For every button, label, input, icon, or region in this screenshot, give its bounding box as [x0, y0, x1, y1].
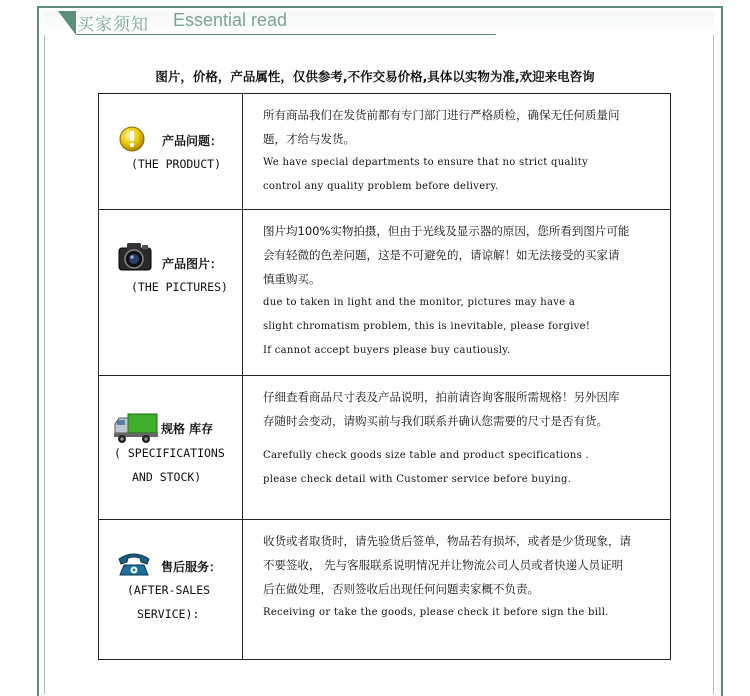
label-cell-product: [99, 94, 243, 210]
desc-en-line: slight chromatism problem, this is inevitable, please forgive!: [263, 321, 591, 332]
desc-cn-line: 不要签收， 先与客服联系说明情况并让物流公司人员或者快递人员证明: [263, 558, 624, 572]
phone-icon: [117, 551, 151, 577]
label-en: (THE PRODUCT): [131, 157, 222, 171]
notice-table: [98, 93, 671, 660]
desc-cn-line: 存随时会变动，请购买前与我们联系并确认您需要的尺寸是否有货。: [263, 414, 608, 428]
warning-icon: [119, 126, 145, 152]
header-title-cn: 买家须知: [77, 15, 149, 35]
label-cn: 售后服务：: [161, 560, 222, 574]
table-row-after-sales: [99, 520, 671, 660]
label-en-line: SERVICE):: [137, 607, 200, 621]
label-en-line: AND STOCK): [132, 470, 202, 484]
label-en-line: ( SPECIFICATIONS: [114, 446, 225, 460]
desc-en-line: please check detail with Customer service before buying.: [263, 474, 572, 485]
table-row-specifications: [99, 376, 671, 520]
desc-en-line: Carefully check goods size table and product specifications .: [263, 450, 590, 461]
table-row-pictures: [99, 210, 671, 376]
subtitle: 图片，价格，产品属性，仅供参考,不作交易价格,具体以实物为准,欢迎来电咨询: [155, 69, 595, 84]
desc-en-line: Receiving or take the goods, please check it before sign the bill.: [263, 607, 609, 618]
label-cell-after-sales: [99, 520, 243, 660]
camera-icon: [117, 240, 153, 274]
label-en-line: (AFTER-SALES: [127, 583, 211, 597]
desc-cn-line: 所有商品我们在发货前都有专门部门进行严格质检，确保无任何质量问: [263, 108, 620, 122]
desc-cn-line: 图片均100%实物拍摄，但由于光线及显示器的原因，您所看到图片可能: [263, 224, 630, 238]
truck-icon: [113, 412, 159, 444]
table-row-product: [99, 94, 671, 210]
label-cell-pictures: [99, 210, 243, 376]
label-cn: 产品图片：: [162, 257, 223, 271]
desc-cn-line: 收货或者取货时，请先验货后签单，物品若有损坏，或者是少货现象，请: [263, 534, 631, 548]
desc-cn-line: 仔细查看商品尺寸表及产品说明，拍前请咨询客服所需规格！另外因库: [263, 390, 620, 404]
desc-cn-line: 会有轻微的色差问题，这是不可避免的，请谅解！如无法接受的买家请: [263, 248, 620, 262]
desc-cn-line: 题，才给与发货。: [263, 132, 355, 146]
desc-cn-line: 慎重购买。: [263, 272, 321, 286]
desc-cell-pictures: [243, 210, 671, 376]
desc-cn-line: 后在做处理，否则签收后出现任何问题卖家概不负责。: [263, 582, 539, 596]
header-slash-decoration: [58, 11, 76, 35]
desc-cell-product: [243, 94, 671, 210]
desc-en-line: We have special departments to ensure that no strict quality: [263, 157, 589, 168]
desc-cell-after-sales: [243, 520, 671, 660]
label-en: (THE PICTURES): [131, 280, 228, 294]
desc-en-line: due to taken in light and the monitor, pictures may have a: [263, 297, 576, 308]
header-title-en: Essential read: [173, 10, 288, 30]
desc-cell-specifications: [243, 376, 671, 520]
desc-en-line: control any quality problem before delivery.: [263, 181, 499, 192]
desc-en-line: If cannot accept buyers please buy cautiously.: [263, 345, 511, 356]
label-cell-specifications: [99, 376, 243, 520]
label-cn: 产品问题：: [162, 134, 223, 148]
label-cn: 规格 库存: [161, 422, 214, 436]
